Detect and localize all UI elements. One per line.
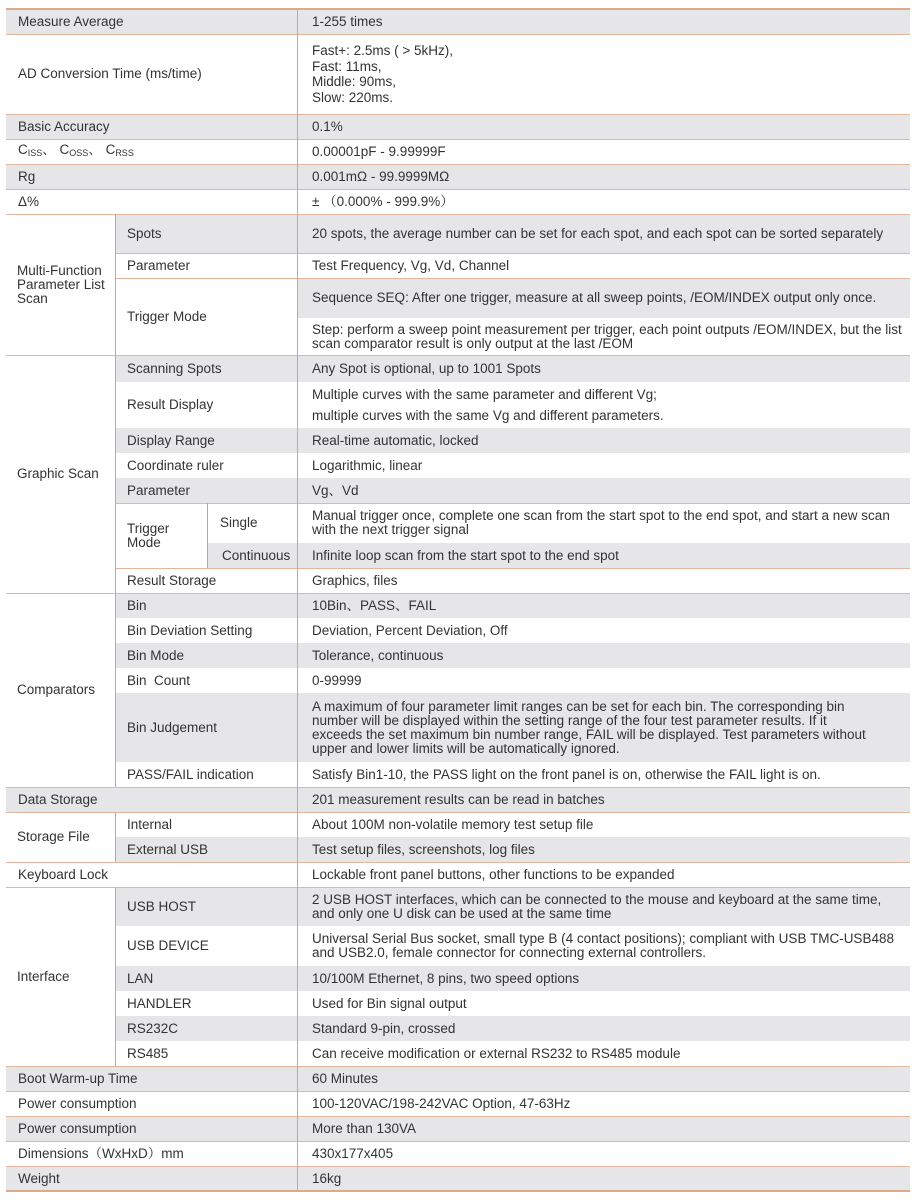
row-divider: [6, 1091, 910, 1092]
value-gs-scanning-spots: Any Spot is optional, up to 1001 Spots: [297, 355, 910, 382]
value-cmp-bin-count: 0-99999: [297, 668, 910, 693]
label-if-rs485: RS485: [115, 1041, 297, 1066]
row-divider: [6, 593, 910, 594]
label-measure-average: Measure Average: [6, 9, 297, 34]
label-if-usb-host: USB HOST: [115, 887, 297, 926]
value-if-rs485: Can receive modification or external RS232 to RS485 module: [297, 1041, 910, 1066]
row-divider: [6, 164, 910, 165]
label-gs-result-storage: Result Storage: [115, 568, 297, 593]
label-cmp-bin-count: Bin Count: [115, 668, 297, 693]
label-cmp-pass-fail: PASS/FAIL indication: [115, 762, 297, 787]
row-divider: [115, 503, 910, 504]
label-gs-parameter: Parameter: [115, 478, 297, 503]
value-ad-conversion: [297, 34, 910, 114]
label-if-usb-device: USB DEVICE: [115, 926, 297, 966]
label-keyboard-lock: Keyboard Lock: [6, 862, 297, 887]
label-ad-conversion: AD Conversion Time (ms/time): [6, 34, 297, 114]
value-if-lan: 10/100M Ethernet, 8 pins, two speed options: [297, 966, 910, 991]
label-mf-spots: Spots: [115, 214, 297, 253]
subsub-column-divider: [207, 503, 208, 568]
value-mf-parameter: Test Frequency, Vg, Vd, Channel: [297, 253, 910, 278]
label-weight: Weight: [6, 1166, 297, 1191]
label-mf-parameter: Parameter: [115, 253, 297, 278]
value-power-consumption-2: More than 130VA: [297, 1116, 910, 1141]
value-cmp-bin: 10Bin、PASS、FAIL: [297, 593, 910, 618]
sub-column-divider: [115, 214, 116, 787]
row-divider: [6, 887, 910, 888]
row-divider: [6, 1116, 910, 1117]
label-power-consumption-2: Power consumption: [6, 1116, 297, 1141]
row-divider: [6, 355, 910, 356]
value-rg: 0.001mΩ - 99.9999MΩ: [297, 164, 910, 189]
label-gs-trigger-mode: Trigger Mode: [115, 503, 207, 568]
label-sf-internal: Internal: [115, 812, 297, 837]
row-divider: [6, 812, 910, 813]
label-capacitance: $C_{ISS}$、 $C_{OSS}$、 $C_{RSS}$: [6, 139, 297, 164]
value-if-handler: Used for Bin signal output: [297, 991, 910, 1016]
sub-column-divider: [115, 887, 116, 1066]
sub-column-divider: [115, 812, 116, 862]
value-cmp-bin-judgement: A maximum of four parameter limit ranges can be set for each bin. The corresponding bin number will be displayed within the setting range of the four test parameter results. If it exceeds the set maximum bin number range, FAIL will be displayed. Test parameters without upper and lower limits will be automatically ignored.: [297, 693, 910, 762]
value-gs-parameter: Vg、Vd: [297, 478, 910, 503]
group-multi-function: Multi-Function Parameter List Scan: [6, 214, 115, 355]
value-keyboard-lock: Lockable front panel buttons, other functions to be expanded: [297, 862, 910, 887]
group-interface: Interface: [6, 887, 115, 1066]
value-column-divider: [297, 9, 298, 1191]
label-cmp-bin-mode: Bin Mode: [115, 643, 297, 668]
row-divider: [6, 214, 910, 215]
value-power-consumption-1: 100-120VAC/198-242VAC Option, 47-63Hz: [297, 1091, 910, 1116]
row-divider: [6, 189, 910, 190]
label-data-storage: Data Storage: [6, 787, 297, 812]
label-cmp-bin: Bin: [115, 593, 297, 618]
label-if-handler: HANDLER: [115, 991, 297, 1016]
value-measure-average: 1-255 times: [297, 9, 910, 34]
value-gs-display-range: Real-time automatic, locked: [297, 428, 910, 453]
value-dimensions: 430x177x405: [297, 1141, 910, 1166]
value-data-storage: 201 measurement results can be read in batches: [297, 787, 910, 812]
value-sf-internal: About 100M non-volatile memory test setup file: [297, 812, 910, 837]
value-cmp-bin-mode: Tolerance, continuous: [297, 643, 910, 668]
value-if-usb-host: 2 USB HOST interfaces, which can be connected to the mouse and keyboard at the same time, and only one U disk can be used at the same time: [297, 887, 910, 926]
value-sf-external-usb: Test setup files, screenshots, log files: [297, 837, 910, 862]
label-if-rs232c: RS232C: [115, 1016, 297, 1041]
row-divider: [115, 568, 910, 569]
value-mf-trigger-sequence: Sequence SEQ: After one trigger, measure at all sweep points, /EOM/INDEX output only once.: [297, 278, 910, 318]
value-boot-warmup: 60 Minutes: [297, 1066, 910, 1091]
value-gs-coordinate-ruler: Logarithmic, linear: [297, 453, 910, 478]
label-if-lan: LAN: [115, 966, 297, 991]
value-capacitance: 0.00001pF - 9.99999F: [297, 139, 910, 164]
value-delta-percent: ± （0.000% - 999.9%）: [297, 189, 910, 214]
label-gs-result-display: Result Display: [115, 382, 297, 428]
ad-fast: Fast: 11ms,: [312, 58, 382, 74]
value-gs-trigger-continuous: Infinite loop scan from the start spot to the end spot: [297, 543, 910, 568]
label-cmp-bin-deviation: Bin Deviation Setting: [115, 618, 297, 643]
row-divider: [6, 1166, 910, 1167]
value-gs-result-storage: Graphics, files: [297, 568, 910, 593]
ad-fast-plus: Fast+: 2.5ms ( > 5kHz),: [312, 43, 454, 58]
group-graphic-scan: Graphic Scan: [6, 355, 115, 593]
row-divider: [6, 787, 910, 788]
label-gs-scanning-spots: Scanning Spots: [115, 355, 297, 382]
label-delta-percent: Δ%: [6, 189, 297, 214]
row-divider: [6, 862, 910, 863]
row-divider: [6, 1141, 910, 1142]
value-cmp-bin-deviation: Deviation, Percent Deviation, Off: [297, 618, 910, 643]
label-dimensions: Dimensions（WxHxD）mm: [6, 1141, 297, 1166]
group-comparators: Comparators: [6, 593, 115, 787]
label-power-consumption-1: Power consumption: [6, 1091, 297, 1116]
label-gs-trigger-single: Single: [207, 503, 297, 543]
value-basic-accuracy: 0.1%: [297, 114, 910, 139]
table-bottom-border: [6, 1190, 910, 1192]
label-gs-trigger-continuous: Continuous: [207, 543, 297, 568]
label-gs-coordinate-ruler: Coordinate ruler: [115, 453, 297, 478]
label-boot-warmup: Boot Warm-up Time: [6, 1066, 297, 1091]
value-mf-spots: 20 spots, the average number can be set for each spot, and each spot can be sorted separately: [297, 214, 910, 253]
label-gs-display-range: Display Range: [115, 428, 297, 453]
value-if-rs232c: Standard 9-pin, crossed: [297, 1016, 910, 1041]
label-mf-trigger-mode: Trigger Mode: [115, 278, 297, 355]
value-gs-result-display: Multiple curves with the same parameter and different Vg; multiple curves with the same Vg and different parameters.: [297, 382, 910, 428]
row-divider: [6, 1066, 910, 1067]
label-rg: Rg: [6, 164, 297, 189]
ad-slow: Slow: 220ms.: [312, 89, 394, 105]
value-weight: 16kg: [297, 1166, 910, 1191]
group-storage-file: Storage File: [6, 812, 115, 862]
value-mf-trigger-step: Step: perform a sweep point measurement per trigger, each point outputs /EOM/INDEX, but the list scan comparator result is only output at the last /EOM: [297, 318, 910, 355]
value-cmp-pass-fail: Satisfy Bin1-10, the PASS light on the front panel is on, otherwise the FAIL light is on.: [297, 762, 910, 787]
row-divider: [6, 34, 910, 35]
value-gs-trigger-single: Manual trigger once, complete one scan from the start spot to the end spot, and start a new scan with the next trigger signal: [297, 503, 910, 543]
row-divider: [6, 114, 910, 115]
table-top-border: [6, 8, 910, 10]
label-sf-external-usb: External USB: [115, 837, 297, 862]
row-divider: [6, 139, 910, 140]
label-basic-accuracy: Basic Accuracy: [6, 114, 297, 139]
row-divider: [115, 278, 910, 279]
ad-middle: Middle: 90ms,: [312, 74, 397, 89]
row-divider: [115, 253, 910, 254]
value-if-usb-device: Universal Serial Bus socket, small type B (4 contact positions); compliant with USB TMC-USB488 and USB2.0, female connector for connecting external controllers.: [297, 926, 910, 966]
label-cmp-bin-judgement: Bin Judgement: [115, 693, 297, 762]
